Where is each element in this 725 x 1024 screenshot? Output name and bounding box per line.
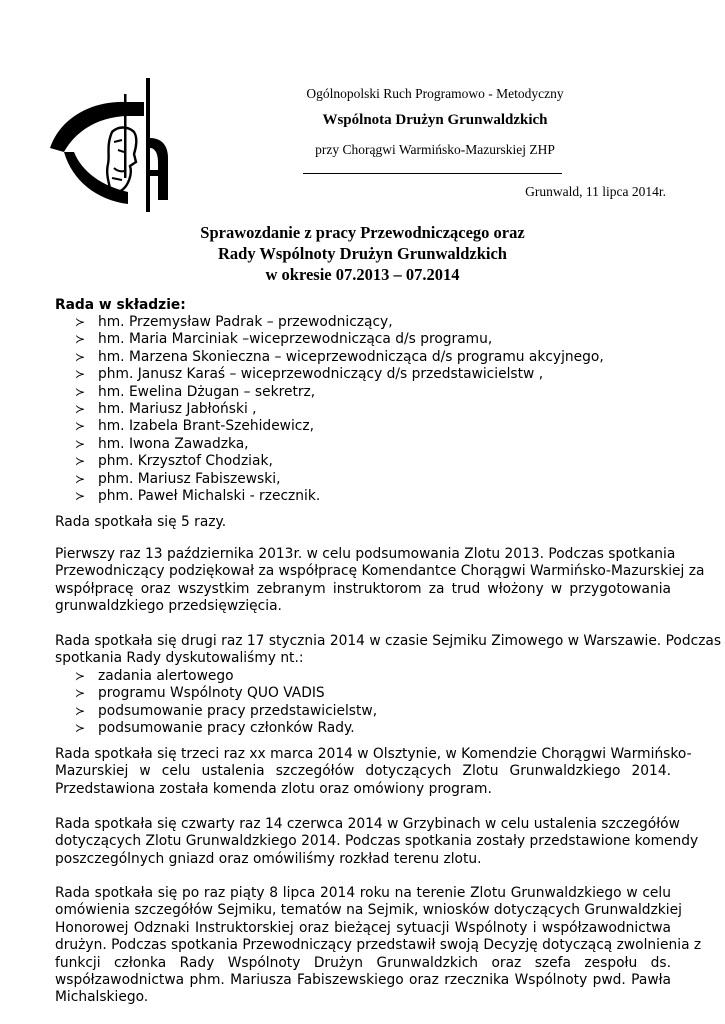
list-item: ≻ hm. Iwona Zawadzka,: [75, 435, 249, 452]
title-line-1: Sprawozdanie z pracy Przewodniczącego oraz: [200, 223, 525, 242]
list-item: ≻ hm. Izabela Brant-Szehidewicz,: [75, 418, 315, 435]
fourth-meeting-paragraph: Rada spotkała się czwarty raz 14 czerwca 2014 w Grzybinach w celu ustalenia szczegółów dotyczących Zlotu Grunwaldzkiego 2014. Podczas spotkania zostały przedstawione komendy poszczególnych gniazd oraz omówiliśmy rozkład terenu zlotu.: [55, 816, 699, 867]
council-member-list: [75, 314, 604, 505]
list-item: ≻ phm. Krzysztof Chodziak,: [75, 453, 273, 470]
list-item: ≻ hm. Przemysław Padrak – przewodniczący,: [75, 314, 393, 330]
first-meeting-paragraph: Pierwszy raz 13 października 2013r. w celu podsumowania Zlotu 2013. Podczas spotkania Przewodniczący podziękował za współpracę Komendantce Chorągwi Warmińsko-Mazurskiej za współpracę oraz wszystkim zebranym instruktorom za trud włożony w przygotowania grunwaldzkiego przedsięwzięcia.: [55, 546, 705, 615]
meeting-count: Rada spotkała się 5 razy.: [55, 514, 227, 530]
arrow-bullet-icon: ≻: [75, 686, 86, 701]
list-item: ≻ hm. Mariusz Jabłoński ,: [75, 400, 257, 417]
arrow-bullet-icon: ≻: [75, 721, 86, 736]
org-line-1: Ogólnopolski Ruch Programowo - Metodyczny: [306, 86, 564, 101]
second-meeting-paragraph: Rada spotkała się drugi raz 17 stycznia 2014 w czasie Sejmiku Zimowego w Warszawie. Podczas spotkania Rady dyskutowaliśmy nt.:: [55, 633, 722, 667]
arrow-bullet-icon: ≻: [75, 703, 86, 718]
arrow-bullet-icon: ≻: [75, 349, 86, 364]
list-item: ≻ hm. Ewelina Dżugan – sekretrz,: [75, 383, 316, 400]
arrow-bullet-icon: ≻: [75, 332, 86, 347]
third-meeting-paragraph: Rada spotkała się trzeci raz xx marca 2014 w Olsztynie, w Komendzie Chorągwi Warmińsko- Mazurskiej w celu ustalenia szczegółów dotyczących Zlotu Grunwaldzkiego 2014. Przedstawiona została komenda zlotu oraz omówiony program.: [55, 746, 692, 797]
org-name: Wspólnota Drużyn Grunwaldzkich: [322, 112, 548, 128]
list-item: ≻ hm. Maria Marciniak –wiceprzewodnicząca d/s programu,: [75, 331, 493, 348]
council-heading: Rada w składzie:: [55, 297, 186, 313]
wdg-logo-icon: [50, 76, 170, 216]
arrow-bullet-icon: ≻: [75, 488, 86, 503]
list-item: ≻ podsumowanie pracy członków Rady.: [75, 720, 355, 737]
list-item: ≻ phm. Mariusz Fabiszewski,: [75, 470, 281, 487]
arrow-bullet-icon: ≻: [75, 315, 86, 329]
fifth-meeting-paragraph: Rada spotkała się po raz piąty 8 lipca 2014 roku na terenie Zlotu Grunwaldzkiego w celu omówienia szczegółów Sejmiku, tematów na Sejmik, wniosków dotyczących Grunwaldzkiej Honorowej Odznaki Instruktorskiej oraz bieżącej sytuacji Wspólnoty i współzawodnictwa drużyn. Podczas spotkania Przewodniczący przedstawił swoją Decyzję dotyczącą zwolnienia z funkcji członka Rady Wspólnoty Drużyn Grunwaldzkich oraz szefa zespołu ds. współzawodnictwa phm. Mariusza Fabiszewskiego oraz rzecznika Wspólnoty pwd. Pawła Michalskiego.: [55, 885, 702, 1006]
list-item: ≻ phm. Paweł Michalski - rzecznik.: [75, 487, 321, 504]
title-line-2: Rady Wspólnoty Drużyn Grunwaldzkich: [218, 244, 507, 263]
arrow-bullet-icon: ≻: [75, 454, 86, 469]
document-date: Grunwald, 11 lipca 2014r.: [525, 184, 666, 199]
arrow-bullet-icon: ≻: [75, 401, 86, 416]
arrow-bullet-icon: ≻: [75, 471, 86, 486]
arrow-bullet-icon: ≻: [75, 367, 86, 382]
list-item: ≻ podsumowanie pracy przedstawicielstw,: [75, 702, 378, 719]
arrow-bullet-icon: ≻: [75, 419, 86, 434]
arrow-bullet-icon: ≻: [75, 436, 86, 451]
arrow-bullet-icon: ≻: [75, 669, 86, 683]
second-meeting-topics: [75, 668, 377, 738]
header-rule: [303, 173, 562, 174]
list-item: ≻ phm. Janusz Karaś – wiceprzewodniczący d/s przedstawicielstw ,: [75, 366, 544, 383]
title-line-3: w okresie 07.2013 – 07.2014: [265, 265, 460, 284]
document-title: [0, 222, 725, 285]
list-item: ≻ hm. Marzena Skonieczna – wiceprzewodnicząca d/s programu akcyjnego,: [75, 348, 604, 365]
org-line-3: przy Chorągwi Warmińsko-Mazurskiej ZHP: [315, 142, 555, 157]
list-item: ≻ zadania alertowego: [75, 668, 234, 684]
arrow-bullet-icon: ≻: [75, 384, 86, 399]
list-item: ≻ programu Wspólnoty QUO VADIS: [75, 685, 325, 702]
